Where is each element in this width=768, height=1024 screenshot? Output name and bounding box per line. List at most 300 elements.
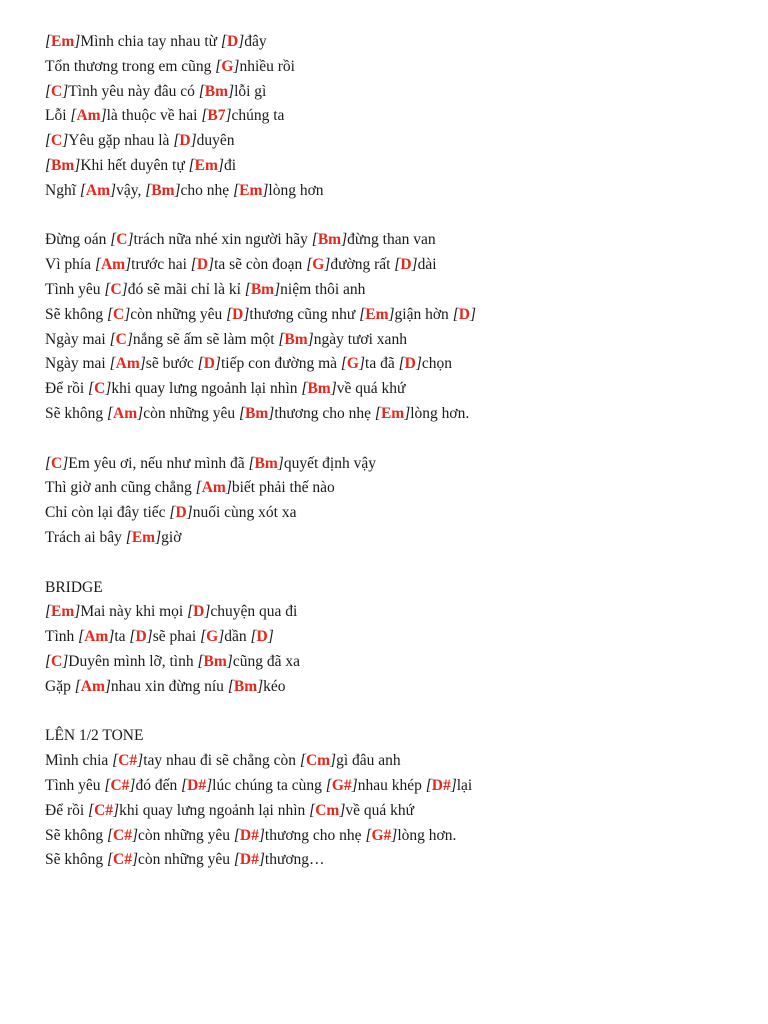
blank-line bbox=[45, 700, 745, 725]
chord-label: C# bbox=[113, 826, 132, 844]
chord-bracket-close: ] bbox=[225, 479, 232, 497]
chord-bracket-close: ] bbox=[74, 156, 81, 174]
lyric-text: đó sẽ mãi chỉ là kỉ bbox=[127, 280, 245, 298]
lyric-text: Duyên mình lỡ, tình bbox=[68, 652, 198, 670]
chord-bracket-open: [ bbox=[200, 628, 207, 646]
chord-label: D bbox=[404, 355, 416, 373]
chord-label: D bbox=[179, 132, 191, 150]
lyric-text: là thuộc về hai bbox=[106, 107, 202, 125]
chord-bracket-open: [ bbox=[239, 404, 246, 422]
chord-label: Em bbox=[51, 603, 75, 621]
chord-bracket-close: ] bbox=[243, 305, 250, 323]
chord-bracket-close: ] bbox=[127, 231, 134, 249]
lyric-line bbox=[45, 600, 745, 625]
lyric-text: ta bbox=[114, 628, 130, 646]
lyric-text: Để rồi bbox=[45, 801, 89, 819]
blank-line bbox=[45, 204, 745, 229]
chord-label: D bbox=[232, 305, 244, 323]
chord-bracket-open: [ bbox=[188, 156, 195, 174]
chord-bracket-close: ] bbox=[339, 801, 346, 819]
chord-bracket-close: ] bbox=[324, 256, 331, 274]
lyric-text: Ngày mai bbox=[45, 330, 110, 348]
chord-bracket-close: ] bbox=[190, 132, 197, 150]
lyric-text: Gặp bbox=[45, 677, 75, 695]
chord-label: Bm bbox=[203, 652, 227, 670]
chord-bracket-close: ] bbox=[268, 404, 275, 422]
chord-label: D# bbox=[187, 776, 207, 794]
chord-bracket-close: ] bbox=[108, 628, 115, 646]
lyric-text: LÊN 1/2 TONE bbox=[45, 727, 144, 745]
chord-label: Cm bbox=[305, 752, 331, 770]
chord-label: G# bbox=[331, 776, 352, 794]
chord-bracket-close: ] bbox=[391, 826, 398, 844]
lyric-text: tay nhau đi sẽ chẳng còn bbox=[143, 752, 300, 770]
lyric-line bbox=[45, 724, 745, 749]
lyric-text: còn những yêu bbox=[138, 851, 234, 869]
lyric-text: nuối cùng xót xa bbox=[192, 504, 297, 522]
lyric-text: Sẽ không bbox=[45, 826, 107, 844]
chord-label: Bm bbox=[51, 156, 75, 174]
chord-label: Bm bbox=[233, 677, 258, 695]
chord-bracket-open: [ bbox=[88, 380, 95, 398]
lyric-line bbox=[45, 650, 745, 675]
lyric-text: Mai này khi mọi bbox=[80, 603, 188, 621]
lyric-text: trước hai bbox=[131, 256, 191, 274]
chord-bracket-open: [ bbox=[226, 305, 233, 323]
lyric-line bbox=[45, 576, 745, 601]
chord-bracket-open: [ bbox=[215, 57, 222, 75]
chord-bracket-open: [ bbox=[398, 355, 405, 373]
chord-bracket-open: [ bbox=[107, 826, 114, 844]
chord-bracket-open: [ bbox=[125, 528, 132, 546]
lyric-line bbox=[45, 30, 745, 55]
chord-label: B7 bbox=[207, 107, 226, 125]
chord-label: Em bbox=[380, 404, 405, 422]
chord-bracket-open: [ bbox=[301, 380, 308, 398]
chord-label: Am bbox=[84, 628, 109, 646]
chord-bracket-close: ] bbox=[257, 677, 264, 695]
chord-bracket-close: ] bbox=[137, 404, 144, 422]
chord-label: Am bbox=[80, 677, 105, 695]
chord-label: Bm bbox=[317, 231, 342, 249]
chord-label: Em bbox=[51, 33, 75, 50]
chord-label: C bbox=[51, 454, 63, 472]
chord-bracket-open: [ bbox=[201, 107, 208, 125]
lyric-text: tiếp con đường mà bbox=[220, 355, 341, 373]
lyric-line bbox=[45, 774, 745, 799]
chord-bracket-open: [ bbox=[233, 181, 240, 199]
lyric-text: Sẽ không bbox=[45, 851, 107, 869]
lyric-text: lỗi gì bbox=[234, 82, 267, 100]
lyric-text: Tình yêu này đâu có bbox=[68, 82, 199, 100]
lyric-text: Em yêu ơi, nếu như mình đã bbox=[68, 454, 249, 472]
chord-bracket-open: [ bbox=[173, 132, 180, 150]
lyric-line bbox=[45, 501, 745, 526]
chord-label: C bbox=[116, 231, 128, 249]
lyric-text: Trách ai bây bbox=[45, 528, 126, 546]
blank-line bbox=[45, 551, 745, 576]
chord-label: C bbox=[113, 305, 125, 323]
lyric-text: về quá khứ bbox=[336, 380, 406, 398]
chord-bracket-open: [ bbox=[197, 652, 204, 670]
chord-label: D bbox=[256, 628, 268, 646]
chord-label: Am bbox=[100, 256, 126, 274]
chord-bracket-close: ] bbox=[62, 132, 69, 150]
lyric-text: đừng than van bbox=[347, 231, 436, 249]
lyric-line bbox=[45, 104, 745, 129]
lyric-line bbox=[45, 749, 745, 774]
chord-bracket-open: [ bbox=[190, 256, 197, 274]
chord-bracket-close: ] bbox=[104, 677, 111, 695]
lyric-text: nhiều rồi bbox=[239, 57, 295, 75]
chord-bracket-close: ] bbox=[351, 776, 358, 794]
lyric-text: chuyện qua đi bbox=[210, 603, 298, 621]
chord-label: Bm bbox=[307, 380, 331, 398]
chord-bracket-close: ] bbox=[226, 652, 233, 670]
chord-bracket-open: [ bbox=[250, 628, 257, 646]
lyric-line bbox=[45, 352, 745, 377]
chord-bracket-open: [ bbox=[425, 776, 432, 794]
chord-label: Em bbox=[365, 305, 389, 323]
chord-label: C bbox=[51, 132, 63, 150]
lyric-text: ta đã bbox=[365, 355, 399, 373]
lyric-text: đi bbox=[223, 156, 237, 174]
chord-bracket-close: ] bbox=[214, 355, 221, 373]
lyric-text: BRIDGE bbox=[45, 578, 103, 596]
lyric-text: còn những yêu bbox=[143, 404, 239, 422]
chord-bracket-open: [ bbox=[181, 776, 188, 794]
chord-label: Bm bbox=[250, 280, 275, 298]
lyric-text: thương… bbox=[264, 851, 325, 869]
chord-label: Bm bbox=[151, 181, 175, 199]
lyric-text: lòng hơn bbox=[268, 181, 324, 199]
chord-bracket-open: [ bbox=[107, 305, 114, 323]
lyric-text: Sẽ không bbox=[45, 404, 107, 422]
chord-label: D bbox=[226, 33, 239, 50]
chord-bracket-open: [ bbox=[233, 851, 240, 869]
chord-label: Am bbox=[113, 404, 138, 422]
chord-bracket-close: ] bbox=[74, 33, 81, 50]
lyric-text: cũng đã xa bbox=[232, 652, 300, 670]
chord-bracket-close: ] bbox=[267, 628, 274, 646]
chord-bracket-close: ] bbox=[218, 628, 225, 646]
chord-label: D bbox=[203, 355, 215, 373]
lyric-line bbox=[45, 625, 745, 650]
chord-bracket-open: [ bbox=[359, 305, 366, 323]
lyric-text: Mình chia tay nhau từ bbox=[80, 33, 221, 50]
lyric-text: trách nữa nhé xin người hãy bbox=[133, 231, 312, 249]
lyric-line bbox=[45, 848, 745, 873]
chord-label: Bm bbox=[245, 404, 269, 422]
lyric-text: lúc chúng ta cùng bbox=[212, 776, 326, 794]
lyric-text: giờ bbox=[161, 528, 182, 546]
lyric-text: duyên bbox=[196, 132, 235, 150]
lyric-text: gì đâu anh bbox=[336, 752, 401, 770]
lyric-text: chọn bbox=[421, 355, 453, 373]
chord-bracket-open: [ bbox=[104, 776, 111, 794]
chord-bracket-close: ] bbox=[125, 256, 132, 274]
chord-label: G bbox=[221, 57, 234, 75]
chord-bracket-open: [ bbox=[220, 33, 227, 50]
lyric-text: khi quay lưng ngoảnh lại nhìn bbox=[119, 801, 310, 819]
lyric-line bbox=[45, 129, 745, 154]
chord-bracket-close: ] bbox=[132, 826, 139, 844]
chord-label: D# bbox=[431, 776, 451, 794]
chord-bracket-open: [ bbox=[169, 504, 176, 522]
chord-bracket-open: [ bbox=[45, 132, 52, 150]
lyric-line bbox=[45, 328, 745, 353]
chord-label: G bbox=[312, 256, 325, 274]
lyric-line bbox=[45, 303, 745, 328]
chord-bracket-open: [ bbox=[107, 404, 114, 422]
chord-bracket-close: ] bbox=[137, 752, 144, 770]
chord-bracket-open: [ bbox=[195, 479, 202, 497]
chord-label: C bbox=[115, 330, 127, 348]
chord-label: Am bbox=[201, 479, 226, 497]
chord-bracket-close: ] bbox=[450, 776, 457, 794]
chord-bracket-close: ] bbox=[113, 801, 120, 819]
lyric-text: niệm thôi anh bbox=[280, 280, 366, 298]
lyric-text: đường rất bbox=[330, 256, 395, 274]
lyric-text: Tình yêu bbox=[45, 280, 105, 298]
chord-bracket-close: ] bbox=[330, 752, 337, 770]
chord-bracket-open: [ bbox=[45, 454, 52, 472]
chord-bracket-open: [ bbox=[325, 776, 332, 794]
chord-bracket-open: [ bbox=[248, 454, 255, 472]
chord-label: Bm bbox=[254, 454, 278, 472]
chord-bracket-close: ] bbox=[146, 628, 153, 646]
chord-bracket-open: [ bbox=[452, 305, 459, 323]
chord-bracket-open: [ bbox=[244, 280, 251, 298]
chord-bracket-close: ] bbox=[139, 355, 146, 373]
chord-label: C bbox=[51, 82, 63, 100]
lyric-text: Sẽ không bbox=[45, 305, 107, 323]
chord-bracket-open: [ bbox=[198, 82, 205, 100]
lyric-text: thương cũng như bbox=[249, 305, 360, 323]
chord-bracket-open: [ bbox=[129, 628, 136, 646]
lyric-text: còn những yêu bbox=[130, 305, 227, 323]
chord-bracket-close: ] bbox=[258, 851, 265, 869]
lyric-text: đây bbox=[244, 33, 267, 50]
chord-bracket-close: ] bbox=[62, 82, 69, 100]
lyric-text: cho nhẹ bbox=[180, 181, 234, 199]
chord-bracket-close: ] bbox=[404, 404, 411, 422]
chord-bracket-close: ] bbox=[204, 603, 211, 621]
chord-bracket-close: ] bbox=[62, 454, 69, 472]
chord-label: G# bbox=[371, 826, 392, 844]
lyric-text: Nghĩ bbox=[45, 181, 80, 199]
chord-bracket-close: ] bbox=[238, 33, 245, 50]
lyric-text: Tổn thương trong em cũng bbox=[45, 57, 216, 75]
chord-bracket-open: [ bbox=[278, 330, 285, 348]
lyric-line bbox=[45, 377, 745, 402]
chord-bracket-close: ] bbox=[186, 504, 193, 522]
lyric-text: chúng ta bbox=[231, 107, 285, 125]
chord-bracket-close: ] bbox=[121, 280, 128, 298]
chord-bracket-open: [ bbox=[309, 801, 316, 819]
chord-bracket-open: [ bbox=[394, 256, 401, 274]
chord-bracket-close: ] bbox=[258, 826, 265, 844]
chord-label: Am bbox=[76, 107, 101, 125]
chord-bracket-open: [ bbox=[227, 677, 234, 695]
lyric-text: Lỗi bbox=[45, 107, 71, 125]
lyric-text: thương cho nhẹ bbox=[274, 404, 375, 422]
chord-label: D bbox=[196, 256, 209, 274]
chord-label: Cm bbox=[315, 801, 340, 819]
chord-label: C# bbox=[113, 851, 132, 869]
chord-bracket-open: [ bbox=[306, 256, 313, 274]
chord-label: D bbox=[400, 256, 412, 274]
chord-bracket-close: ] bbox=[469, 305, 476, 323]
chord-bracket-close: ] bbox=[225, 107, 232, 125]
lyric-text: dài bbox=[417, 256, 437, 274]
chord-bracket-close: ] bbox=[307, 330, 314, 348]
lyric-text: sẽ phai bbox=[152, 628, 201, 646]
chord-bracket-open: [ bbox=[79, 181, 86, 199]
lyric-line bbox=[45, 824, 745, 849]
lyric-text: vậy, bbox=[116, 181, 146, 199]
chord-label: Am bbox=[85, 181, 111, 199]
chord-label: D bbox=[193, 603, 205, 621]
chord-bracket-close: ] bbox=[206, 776, 213, 794]
chord-bracket-close: ] bbox=[105, 380, 112, 398]
chord-bracket-open: [ bbox=[299, 752, 306, 770]
chord-bracket-open: [ bbox=[45, 603, 52, 621]
lyric-text: lòng hơn. bbox=[410, 404, 470, 422]
chord-label: G bbox=[206, 628, 219, 646]
chord-label: Bm bbox=[204, 82, 229, 100]
chord-bracket-open: [ bbox=[45, 156, 52, 174]
lyric-text: nắng sẽ ấm sẽ làm một bbox=[132, 330, 279, 348]
chord-label: G bbox=[346, 355, 359, 373]
chord-bracket-close: ] bbox=[330, 380, 337, 398]
chord-bracket-open: [ bbox=[74, 677, 81, 695]
chord-bracket-close: ] bbox=[358, 355, 366, 373]
chord-bracket-open: [ bbox=[110, 231, 117, 249]
chord-bracket-open: [ bbox=[109, 330, 116, 348]
chord-bracket-open: [ bbox=[311, 231, 318, 249]
lyric-line bbox=[45, 55, 745, 80]
chord-label: D bbox=[135, 628, 147, 646]
lyric-text: quyết định vậy bbox=[283, 454, 376, 472]
chord-bracket-close: ] bbox=[174, 181, 181, 199]
lyric-line bbox=[45, 228, 745, 253]
chord-bracket-close: ] bbox=[233, 57, 240, 75]
lyrics-sheet bbox=[45, 30, 745, 873]
chord-bracket-open: [ bbox=[78, 628, 85, 646]
lyric-line bbox=[45, 799, 745, 824]
lyric-text: Vì phía bbox=[45, 256, 95, 274]
lyric-text: dần bbox=[224, 628, 251, 646]
chord-bracket-close: ] bbox=[124, 305, 131, 323]
chord-bracket-open: [ bbox=[104, 280, 111, 298]
lyric-line bbox=[45, 452, 745, 477]
lyric-text: Chỉ còn lại đây tiếc bbox=[45, 504, 170, 522]
chord-bracket-close: ] bbox=[208, 256, 215, 274]
chord-label: C bbox=[51, 652, 63, 670]
chord-label: C# bbox=[94, 801, 114, 819]
chord-bracket-close: ] bbox=[155, 528, 162, 546]
chord-bracket-open: [ bbox=[45, 82, 52, 100]
lyric-text: kéo bbox=[263, 677, 286, 695]
chord-bracket-close: ] bbox=[341, 231, 348, 249]
lyric-text: nhau xin đừng níu bbox=[110, 677, 228, 695]
lyric-line bbox=[45, 253, 745, 278]
lyric-line bbox=[45, 402, 745, 427]
lyric-line bbox=[45, 526, 745, 551]
chord-label: Em bbox=[194, 156, 218, 174]
lyric-text: về quá khứ bbox=[345, 801, 415, 819]
chord-bracket-open: [ bbox=[145, 181, 152, 199]
lyric-text: thương cho nhẹ bbox=[264, 826, 366, 844]
chord-bracket-open: [ bbox=[107, 851, 114, 869]
lyric-text: ngày tươi xanh bbox=[313, 330, 407, 348]
lyric-text: đó đến bbox=[135, 776, 182, 794]
lyric-text: còn những yêu bbox=[138, 826, 234, 844]
lyric-text: sẽ bước bbox=[145, 355, 198, 373]
chord-label: D bbox=[458, 305, 470, 323]
lyric-text: nhau khép bbox=[357, 776, 426, 794]
lyric-text: giận hờn bbox=[394, 305, 453, 323]
chord-bracket-close: ] bbox=[277, 454, 284, 472]
lyric-line bbox=[45, 179, 745, 204]
lyric-line bbox=[45, 154, 745, 179]
chord-bracket-open: [ bbox=[112, 752, 119, 770]
chord-bracket-open: [ bbox=[94, 256, 101, 274]
chord-label: C bbox=[94, 380, 106, 398]
chord-bracket-close: ] bbox=[217, 156, 224, 174]
chord-bracket-close: ] bbox=[129, 776, 136, 794]
chord-label: Em bbox=[131, 528, 156, 546]
lyric-line bbox=[45, 675, 745, 700]
lyric-text: Đừng oán bbox=[45, 231, 111, 249]
lyric-text: ta sẽ còn đoạn bbox=[214, 256, 307, 274]
lyric-text: Mình chia bbox=[45, 752, 113, 770]
lyric-text: Khi hết duyên tự bbox=[80, 156, 189, 174]
lyric-line bbox=[45, 80, 745, 105]
lyric-text: Thì giờ anh cũng chẳng bbox=[45, 479, 196, 497]
chord-bracket-open: [ bbox=[45, 652, 52, 670]
lyric-text: biết phải thế nào bbox=[231, 479, 335, 497]
chord-bracket-close: ] bbox=[411, 256, 418, 274]
chord-bracket-open: [ bbox=[233, 826, 240, 844]
chord-bracket-close: ] bbox=[262, 181, 269, 199]
lyric-text: Ngày mai bbox=[45, 355, 110, 373]
chord-bracket-close: ] bbox=[132, 851, 139, 869]
lyric-text: Tình yêu bbox=[45, 776, 105, 794]
chord-bracket-close: ] bbox=[388, 305, 395, 323]
lyric-text: lại bbox=[456, 776, 473, 794]
chord-label: D# bbox=[239, 826, 259, 844]
blank-line bbox=[45, 427, 745, 452]
lyric-line bbox=[45, 278, 745, 303]
chord-label: C# bbox=[110, 776, 130, 794]
chord-bracket-open: [ bbox=[45, 33, 52, 50]
chord-bracket-open: [ bbox=[340, 355, 347, 373]
lyric-text: Để rồi bbox=[45, 380, 89, 398]
lyric-text: Tình bbox=[45, 628, 79, 646]
chord-bracket-close: ] bbox=[74, 603, 81, 621]
chord-bracket-open: [ bbox=[88, 801, 95, 819]
chord-bracket-close: ] bbox=[415, 355, 422, 373]
chord-label: Am bbox=[115, 355, 140, 373]
chord-bracket-close: ] bbox=[126, 330, 133, 348]
chord-bracket-open: [ bbox=[365, 826, 372, 844]
chord-bracket-close: ] bbox=[100, 107, 107, 125]
chord-bracket-close: ] bbox=[110, 181, 117, 199]
chord-bracket-close: ] bbox=[274, 280, 281, 298]
chord-bracket-open: [ bbox=[374, 404, 381, 422]
